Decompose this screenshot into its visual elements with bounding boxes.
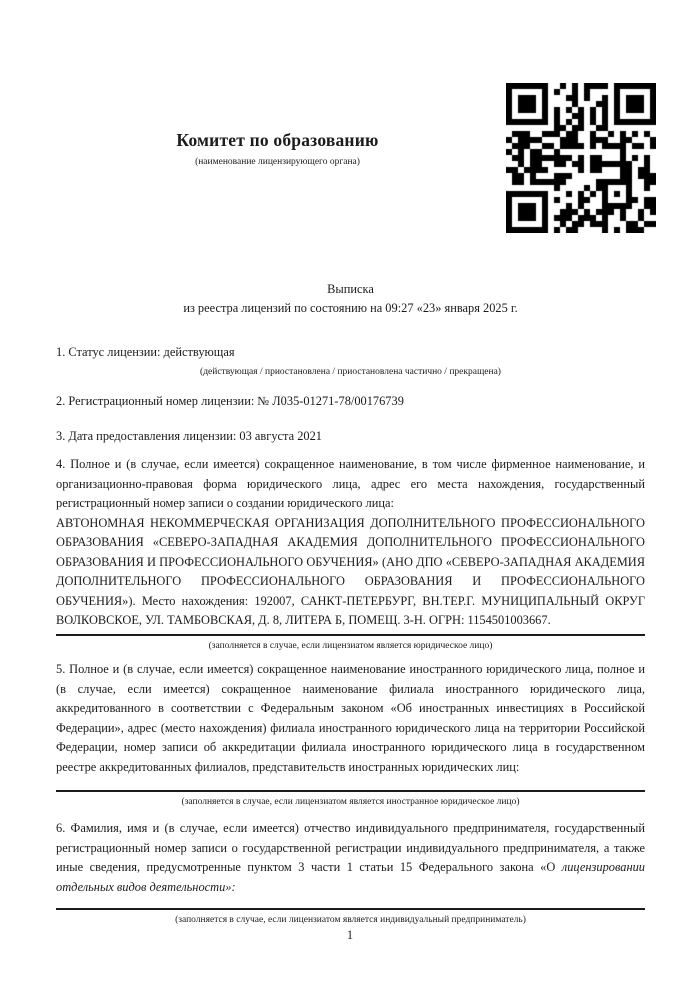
licensing-authority-caption: (наименование лицензирующего органа) <box>195 157 360 167</box>
legal-entity-description: 4. Полное и (в случае, если имеется) сокращенное наименование, в том числе фирменное наименование, и организационно-правовая форма юридического лица, адрес его места нахождения, государственный регистрационный номер записи о создании юридического лица: <box>56 457 645 510</box>
item-legal-entity <box>56 455 645 652</box>
license-status-text: 1. Статус лицензии: действующая <box>56 345 235 359</box>
legal-entity-fill-rule <box>56 634 645 636</box>
legal-entity-value: АВТОНОМНАЯ НЕКОММЕРЧЕСКАЯ ОРГАНИЗАЦИЯ ДОПОЛНИТЕЛЬНОГО ПРОФЕССИОНАЛЬНОГО ОБРАЗОВАНИЯ «СЕВЕРО-ЗАПАДНАЯ АКАДЕМИЯ ДОПОЛНИТЕЛЬНОГО ПРОФЕССИОНАЛЬНОГО ОБРАЗОВАНИЯ И ПРОФЕССИОНАЛЬНОГО ОБУЧЕНИЯ» (АНО ДПО «СЕВЕРО-ЗАПАДНАЯ АКАДЕМИЯ ДОПОЛНИТЕЛЬНОГО ПРОФЕССИОНАЛЬНОГО ОБРАЗОВАНИЯ И ПРОФЕССИОНАЛЬНОГО ОБУЧЕНИЯ»). Место нахождения: 192007, САНКТ-ПЕТЕРБУРГ, ВН.ТЕР.Г. МУНИЦИПАЛЬНЫЙ ОКРУГ ВОЛКОВСКОЕ, УЛ. ТАМБОВСКАЯ, Д. 8, ЛИТЕРА Б, ПОМЕЩ. 3-Н. ОГРН: 1154501003667. <box>56 515 645 627</box>
page-number: 1 <box>346 928 354 942</box>
item-foreign-entity <box>56 660 645 808</box>
individual-description-law-title: лицензировании отдельных видов деятельности»: <box>56 860 645 894</box>
grant-date-text: 3. Дата предоставления лицензии: 03 августа 2021 <box>56 429 322 443</box>
individual-fill-rule <box>56 908 645 910</box>
individual-description <box>56 819 645 897</box>
item-registration-number <box>56 392 645 412</box>
individual-description-main: 6. Фамилия, имя и (в случае, если имеется) отчество индивидуального предпринимателя, государственный регистрационный номер записи о государственной регистрации индивидуального предпринимателя, а также иные сведения, предусмотренные пунктом 3 части 1 статьи 15 Федерального закона «О <box>56 821 645 874</box>
foreign-entity-description: 5. Полное и (в случае, если имеется) сокращенное наименование иностранного юридического лица, полное и (в случае, если имеется) сокращенное наименование филиала иностранного юридического лица, аккредитованного в соответствии с Федеральным законом «Об иностранных инвестициях в Российской Федерации», адрес (место нахождения) филиала иностранного юридического лица на территории Российской Федерации, номер записи об аккредитации филиала иностранного юридического лица в государственном реестре аккредитованных филиалов, представительств иностранных юридических лиц: <box>56 662 645 774</box>
item-grant-date <box>56 427 645 447</box>
item-license-status <box>56 343 645 378</box>
extract-heading <box>56 280 645 317</box>
extract-title: Выписка <box>327 282 374 296</box>
qr-code-icon <box>506 83 656 233</box>
legal-entity-caption: (заполняется в случае, если лицензиатом является юридическое лицо) <box>208 640 493 651</box>
foreign-entity-fill-rule <box>56 790 645 792</box>
foreign-entity-caption: (заполняется в случае, если лицензиатом является иностранное юридическое лицо) <box>181 797 520 807</box>
license-status-options-caption: (действующая / приостановлена / приостановлена частично / прекращена) <box>200 366 501 377</box>
item-individual-entrepreneur <box>56 819 645 926</box>
individual-caption: (заполняется в случае, если лицензиатом является индивидуальный предприниматель) <box>175 915 526 925</box>
registration-number-text: 2. Регистрационный номер лицензии: № Л035-01271-78/00176739 <box>56 394 404 408</box>
extract-subtitle: из реестра лицензий по состоянию на 09:27 «23» января 2025 г. <box>183 300 518 315</box>
licensing-authority-block <box>55 130 500 167</box>
licensing-authority-name: Комитет по образованию <box>176 130 379 150</box>
